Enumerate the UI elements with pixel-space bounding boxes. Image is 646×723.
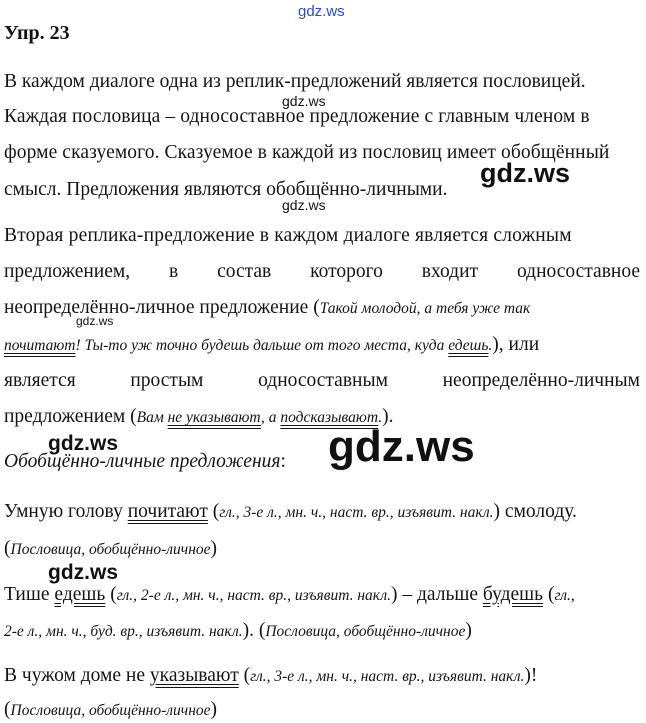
watermark: gdz.ws	[282, 197, 326, 213]
underlined-predicate: не указывают	[167, 409, 261, 426]
word: простым	[130, 370, 204, 391]
example-3-line-1	[4, 664, 537, 689]
underlined-predicate: почитают	[127, 501, 208, 522]
watermark: gdz.ws	[48, 432, 119, 455]
grammar-note: гл., 3-е л., мн. ч., наст. вр., изъявит. накл.	[250, 668, 525, 685]
watermark: gdz.ws	[298, 3, 345, 20]
grammar-note: гл., 2-е л., мн. ч., наст. вр., изъявит. накл.	[116, 587, 391, 604]
watermark: gdz.ws	[76, 314, 114, 328]
example-1-source	[4, 537, 217, 562]
example-text: , а	[260, 409, 281, 426]
exercise-title: Упр. 23	[4, 22, 70, 44]
underlined-predicate: указывают	[149, 665, 239, 686]
text: )	[210, 699, 218, 720]
word: односоставное	[516, 261, 640, 282]
word: состав	[217, 261, 272, 282]
source-note: Пословица, обобщённо-личное	[10, 702, 211, 719]
word: односоставным	[258, 370, 388, 391]
paragraph-1-line-3: форме сказуемого. Сказуемое в каждой из пословиц имеет обобщённый	[4, 142, 610, 163]
text: Умную голову	[4, 501, 128, 522]
example-text: Такой молодой, а тебя уже так	[319, 300, 531, 317]
underlined-predicate: будешь	[482, 584, 544, 605]
watermark: gdz.ws	[328, 422, 475, 471]
text: В каждом диалоге одна из реплик-предложений является пословицей.	[4, 71, 586, 92]
example-3-source	[4, 698, 217, 723]
word: предложением,	[4, 261, 131, 282]
watermark: gdz.ws	[282, 93, 326, 109]
paragraph-2-line-2	[4, 260, 640, 284]
paragraph-2-line-4	[4, 333, 539, 358]
section-heading	[4, 450, 286, 474]
text: )	[465, 620, 472, 641]
paragraph-1-line-2: Каждая пословица – односоставное предложение с главным членом в	[4, 106, 590, 127]
paragraph-1-line-1	[4, 70, 640, 94]
example-2-line-2	[4, 619, 472, 644]
watermark: gdz.ws	[480, 158, 571, 188]
heading-text: Обобщённо-личные предложения	[4, 451, 281, 472]
underlined-predicate: почитают	[4, 337, 76, 354]
text: ), или	[492, 334, 540, 355]
word: является	[4, 370, 76, 391]
text: предложением (	[4, 406, 137, 427]
paragraph-2-line-6	[4, 405, 393, 430]
underlined-predicate: едешь	[54, 584, 106, 605]
text: (	[4, 538, 11, 559]
text: :	[280, 451, 286, 472]
example-text: .	[488, 337, 493, 354]
example-text: .	[378, 409, 383, 426]
word: в	[169, 261, 179, 282]
grammar-note: гл., 3-е л., мн. ч., наст. вр., изъявит. накл.	[219, 504, 494, 521]
source-note: Пословица, обобщённо-личное	[10, 541, 211, 558]
text: ).	[382, 406, 394, 427]
text: неопределённо-личное предложение (	[4, 297, 320, 318]
grammar-note: гл.,	[554, 587, 575, 604]
example-1-line-1	[4, 500, 577, 525]
text: )!	[524, 665, 538, 686]
text: (	[543, 584, 555, 605]
word: неопределённо-личным	[442, 370, 640, 391]
example-2-line-1	[4, 583, 575, 608]
source-note: Пословица, обобщённо-личное	[265, 623, 466, 640]
paragraph-1-line-4: смысл. Предложения являются обобщённо-личными.	[4, 179, 448, 200]
text: ) смолоду.	[493, 501, 577, 522]
word: входит	[421, 261, 479, 282]
underlined-predicate: едешь	[448, 337, 489, 354]
text: ) – дальше	[390, 584, 483, 605]
paragraph-2-line-1: Вторая реплика-предложение в каждом диалоге является сложным	[4, 225, 572, 246]
watermark: gdz.ws	[48, 561, 119, 584]
word: которого	[310, 261, 383, 282]
text: ). (	[242, 620, 266, 641]
paragraph-2-line-3	[4, 296, 530, 321]
text: (	[105, 584, 117, 605]
paragraph-2-line-5	[4, 369, 640, 393]
text: В чужом доме не	[4, 665, 150, 686]
text: )	[210, 538, 218, 559]
grammar-note: 2-е л., мн. ч., буд. вр., изъявит. накл.	[4, 623, 243, 640]
underlined-predicate: подсказывают	[280, 409, 379, 426]
text: (	[238, 665, 251, 686]
example-text: Вам	[136, 409, 168, 426]
text: (	[4, 699, 11, 720]
example-text: ! Ты-то уж точно будешь дальше от того места, куда	[75, 337, 449, 354]
text: Тише	[4, 584, 55, 605]
text: (	[207, 501, 220, 522]
